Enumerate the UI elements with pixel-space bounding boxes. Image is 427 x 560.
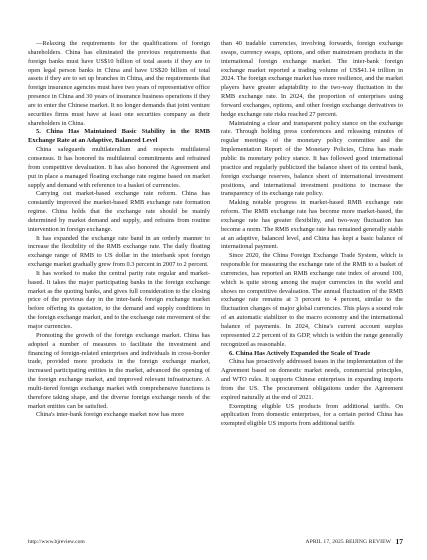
right-column bbox=[221, 40, 403, 429]
page-footer bbox=[28, 537, 403, 547]
paragraph: China safeguards multilateralism and respects multilateral consensus. It has honored its multilateral commitments and refrained from competitive devaluation. It has also honored the Agreement and put in place a managed floating exchange rate regime based on market supply and demand with reference to a basket of currencies. bbox=[28, 146, 210, 189]
paragraph: Making notable progress in market-based RMB exchange rate reform. The RMB exchange rate has become more market-based, the exchange rate has greater flexibility, and two-way fluctuation has become a norm. The RMB exchange rate has remained generally stable at an adaptive, balanced level, and China has kept a basic balance of international payment. bbox=[221, 199, 403, 251]
paragraph: Carrying out market-based exchange rate reform. China has constantly improved the market-based RMB exchange rate formation regime. China holds that the exchange rate should be mainly determined by market demand and supply, and refrains from routine intervention in foreign exchange. bbox=[28, 190, 210, 233]
paragraph: —Relaxing the requirements for the qualifications of foreign shareholders. China has eliminated the previous requirements that foreign banks must have US$10 billion of total assets if they are to open legal person banks in China and have US$20 billion of total assets if they are to set up branches in China, and the requirements that foreign insurance agencies must have two years of representative office presence in China and 30 years of insurance business operations if they are to enter the Chinese market. It no longer demands that joint venture securities firms must have at least one securities company as their shareholders in China. bbox=[28, 40, 210, 127]
paragraph: than 40 tradable currencies, involving forwards, foreign exchange swaps, currency swaps, options, and other mainstream products in the international foreign exchange market. The inter-bank foreign exchange market reported a trading volume of US$41.14 trillion in 2024. The foreign exchange market has more resilience, and the market players have greater adaptability to the two-way fluctuation in the RMB exchange rate. In 2024, the proportion of enterprises using forward exchanges, options, and other foreign exchange derivatives to hedge exchange rate risks reached 27 percent. bbox=[221, 40, 403, 118]
page-number: 17 bbox=[395, 537, 403, 546]
section-heading-5: 5. China Has Maintained Basic Stability in the RMB Exchange Rate at an Adaptive, Balanced Level bbox=[28, 128, 210, 145]
paragraph: Exempting eligible US products from additional tariffs. On application from domestic enterprises, for a certain period China has exempted eligible US imports from additional tariffs bbox=[221, 402, 403, 428]
paragraph: It has expanded the exchange rate band in an orderly manner to increase the flexibility of the RMB exchange rate. The daily floating exchange range of RMB to US dollar in the interbank spot foreign exchange market gradually grew from 0.3 percent in 2007 to 2 percent. bbox=[28, 234, 210, 269]
paragraph: Since 2020, the China Foreign Exchange Trade System, which is responsible for measuring the exchange rate of the RMB to a basket of currencies, has reported an RMB exchange rate index of around 100, which is quite strong among the major currencies in the world and shows no competitive devaluation. The annual fluctuation of the RMB exchange rate remains at 3 percent to 4 percent, similar to the fluctuation changes of major global currencies. This plays a sound role of an automatic stabilizer to the macro economy and the international balance of payments. In 2024, China's current account surplus represented 2.2 percent of its GDP, which is within the range generally recognized as reasonable. bbox=[221, 252, 403, 348]
paragraph: Maintaining a clear and transparent policy stance on the exchange rate. Through holding press conferences and releasing minutes of regular meetings of the monetary policy committee and the Implementation Report of the Monetary Policies, China has made public its monetary policy stance. It has followed good international practice and regularly publicized the balance sheet of its central bank, foreign exchange reserves, balance sheet of international investment positions, and international investment positions to increase the transparency of its exchange rate policy. bbox=[221, 119, 403, 198]
paragraph: Promoting the growth of the foreign exchange market. China has adopted a number of measures to facilitate the investment and financing of foreign-related enterprises and individuals in cross-border trade, provided more products in the foreign exchange market, increased participating entities in the market, advanced the opening of the foreign exchange market, and improved relevant infrastructure. A multi-tiered foreign exchange market with comprehensive functions is therefore taking shape, and the diverse foreign exchange needs of the market entities can be satisfied. bbox=[28, 331, 210, 410]
paragraph: China has proactively addressed issues in the implementation of the Agreement based on domestic market needs, commercial principles, and WTO rules. It supports Chinese enterprises in expanding imports from the US. The procurement obligations under the Agreement expired naturally at the end of 2021. bbox=[221, 358, 403, 401]
paragraph: It has worked to make the central parity rate regular and market-based. It takes the major participating banks in the foreign exchange market as the quoting banks, and gives full consideration to the closing price of the previous day in the inter-bank foreign exchange market before offering its quotation, to the demand and supply conditions in the foreign exchange market, and to the exchange rate movement of the major currencies. bbox=[28, 269, 210, 330]
paragraph: China's inter-bank foreign exchange market now has more bbox=[36, 411, 185, 419]
left-column bbox=[28, 40, 210, 420]
section-heading-6: 6. China Has Actively Expanded the Scale of Trade bbox=[229, 349, 371, 357]
footer-issue-info: APRIL 17, 2025 BEIJING REVIEW bbox=[305, 539, 391, 545]
footer-url-link[interactable]: http://www.bjreview.com bbox=[28, 539, 85, 545]
